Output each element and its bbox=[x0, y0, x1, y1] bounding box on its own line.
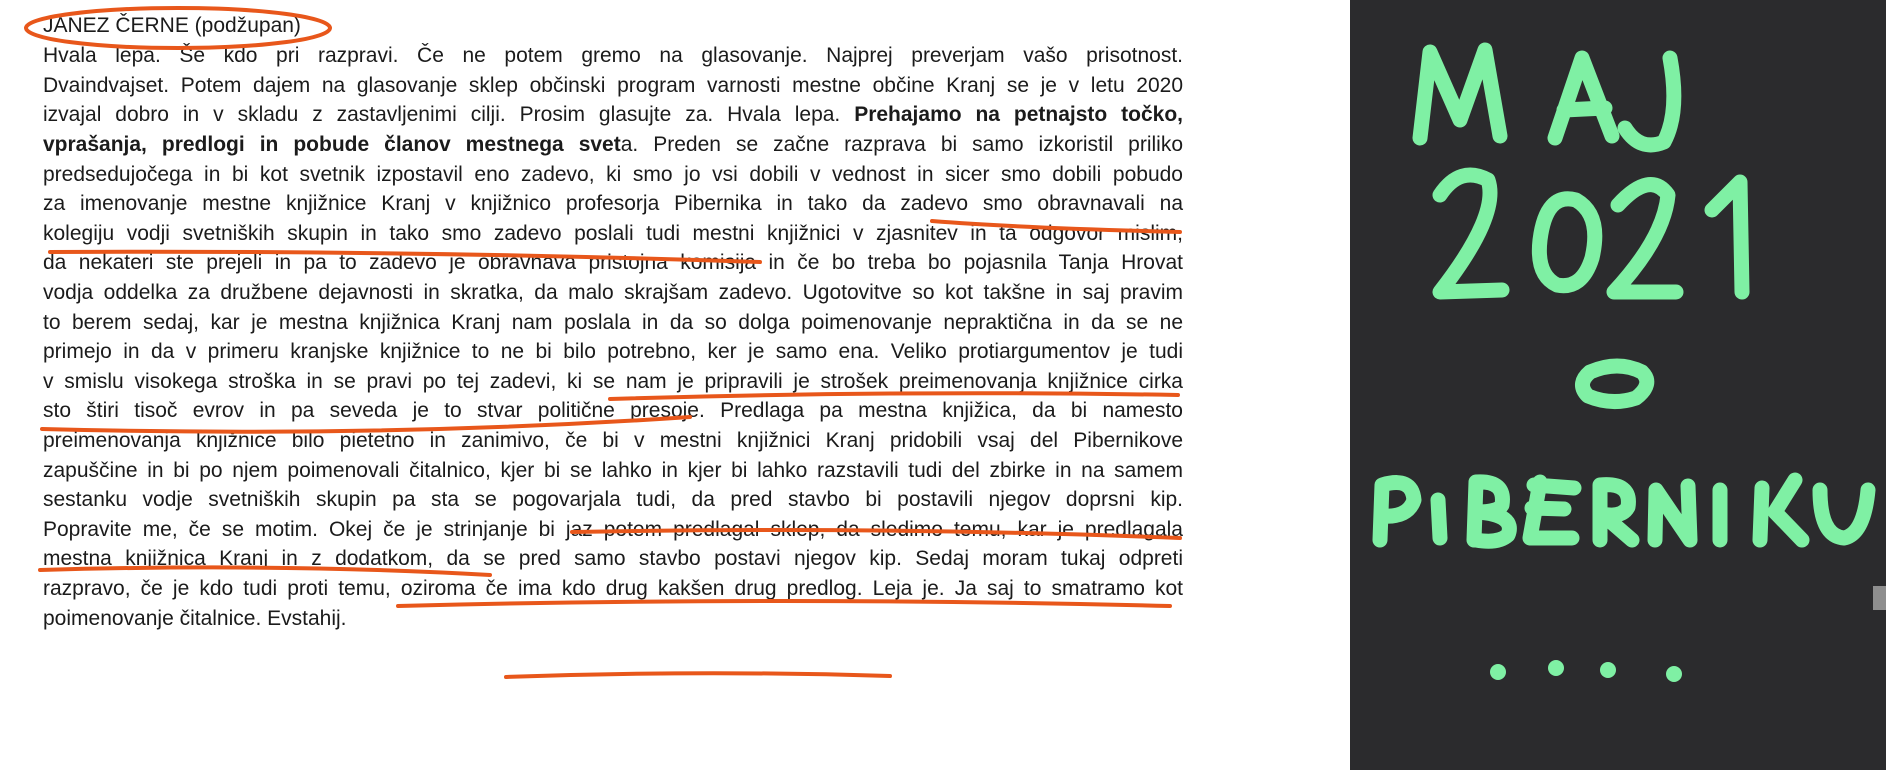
text-segment: izvajal dobro in v skladu z zastavljenimi cilji. Prosim glasujte za. Hvala lepa. bbox=[43, 103, 855, 127]
text-segment: sto štiri tisoč evrov in pa seveda je to stvar politične presoje. Predlaga pa mestna knjižica, da bi namesto bbox=[43, 399, 1183, 423]
text-segment: za imenovanje mestne knjižnice Kranj v knjižnico profesorja Pibernika in tako da zadevo smo obravnavali na bbox=[43, 192, 1183, 216]
text-segment: kolegiju vodji svetniških skupin in tako smo zadevo poslali tudi mestni knjižnici v zjasnitev in ta odgovor mislim, bbox=[43, 221, 1183, 245]
text-segment: a. Preden se začne razprava bi samo izkoristil priliko bbox=[620, 133, 1183, 156]
bold-text: vprašanja, predlogi in pobude članov mestnega svet bbox=[43, 133, 621, 156]
text-segment: vodja oddelka za družbene dejavnosti in skratka, da malo skrajšam zadevo. Ugotovitve so kot takšne in saj pravim bbox=[43, 281, 1183, 304]
scrollbar-thumb[interactable] bbox=[1873, 586, 1886, 610]
transcript-line bbox=[43, 601, 347, 636]
speaker-name: JANEZ ČERNE (podžupan) bbox=[43, 14, 301, 37]
text-segment: v smislu visokega stroška in se pravi po tej zadevi, ki se nam je pripravili je strošek preimenovanja knjižnice cirka bbox=[43, 369, 1183, 393]
text-segment: to berem sedaj, kar je mestna knjižnica Kranj nam poslala in da so dolga poimenovanje nepraktična in da se ne bbox=[43, 310, 1183, 334]
handwritten-note-drawing bbox=[1350, 0, 1886, 770]
note-dot-3 bbox=[1600, 662, 1616, 678]
text-segment: preimenovanja knjižnice bilo pietetno in zanimivo, če bi v mestni knjižnici Kranj pridobili vsaj del Pibernikove bbox=[43, 429, 1183, 452]
text-segment: Hvala lepa. Še kdo pri razpravi. Če ne potem gremo na glasovanje. Najprej preverjam vašo prisotnost. bbox=[43, 44, 1183, 68]
text-segment: zapuščine in bi po njem poimenovali čitalnico, kjer bi se lahko in kjer bi lahko razstavili tudi del zbirke in na samem bbox=[43, 458, 1183, 482]
note-line-2021 bbox=[1440, 175, 1742, 292]
note-dot-1 bbox=[1490, 664, 1506, 680]
text-segment: da nekateri ste prejeli in pa to zadevo je obravnava pristojna komisija in če bo treba bo pojasnila Tanja Hrovat bbox=[43, 251, 1183, 275]
note-dot-2 bbox=[1548, 660, 1564, 676]
underline-kip bbox=[506, 673, 890, 677]
text-segment: predsedujočega in bi kot svetnik izpostavil eno zadevo, ki smo jo vsi dobili v vednost in sicer smo dobili pobudo bbox=[43, 162, 1183, 186]
text-segment: Popravite me, če se motim. Okej če je strinjanje bi jaz potem predlagal sklep, da sledimo temu, kar je predlagala bbox=[43, 517, 1183, 541]
handwritten-note-panel bbox=[1350, 0, 1886, 770]
text-segment: razpravo, če je kdo tudi proti temu, oziroma če ima kdo drug kakšen drug predlog. Leja je. Ja saj to smatramo kot bbox=[43, 577, 1183, 600]
text-segment: Dvaindvajset. Potem dajem na glasovanje sklep občinski program varnosti mestne občine Kranj se je v letu 2020 bbox=[43, 73, 1183, 97]
text-segment: primejo in da v primeru kranjske knjižnice to ne bi bilo potrebno, ker je samo ena. Veliko protiargumentov je tudi bbox=[43, 340, 1183, 364]
note-line-maj bbox=[1420, 50, 1674, 145]
text-segment: sestanku vodje svetniških skupin pa sta se pogovarjala tudi, da pred stavbo bi postavili njegov doprsni kip. bbox=[43, 488, 1183, 512]
bold-text: Prehajamo na petnajsto točko, bbox=[854, 103, 1184, 127]
note-line-pib bbox=[1380, 482, 1574, 541]
note-line-o bbox=[1582, 366, 1646, 402]
note-dot-4 bbox=[1666, 666, 1682, 682]
note-line-erniku bbox=[1600, 480, 1868, 540]
text-segment: poimenovanje čitalnice. Evstahij. bbox=[43, 606, 347, 630]
text-segment: mestna knjižnica Kranj in z dodatkom, da se pred samo stavbo postavi njegov kip. Sedaj moram tukaj odpreti bbox=[43, 547, 1183, 571]
